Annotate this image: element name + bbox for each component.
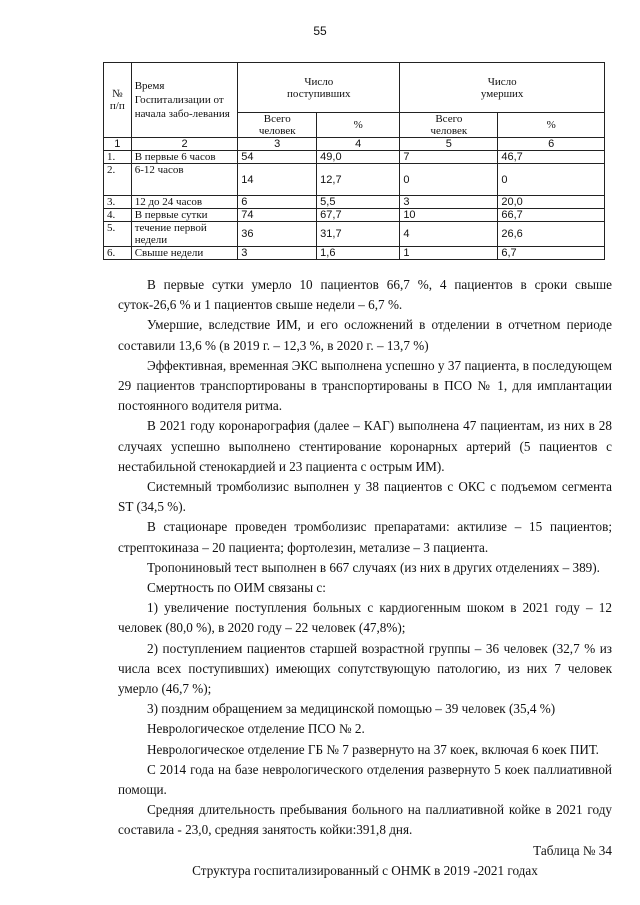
paragraph: В 2021 году коронарография (далее – КАГ) выполнена 47 пациентам, из них в 28 случаях успешно выполнено стентирование коронарных артерий (5 пациентов с нестабильной стенокардией и 23 пациента с острым ИМ). — [118, 418, 612, 474]
row-time: В первые 6 часов — [131, 151, 238, 164]
row-admitted-total: 54 — [238, 151, 317, 164]
row-admitted-total: 3 — [238, 247, 317, 260]
row-time: 12 до 24 часов — [131, 196, 238, 209]
row-died-total: 3 — [400, 196, 498, 209]
row-number: 3. — [104, 196, 132, 209]
header-time: Время Госпитализации от начала забо-левания — [131, 63, 238, 138]
paragraph: В первые сутки умерло 10 пациентов 66,7 %, 4 пациентов в сроки свыше суток-26,6 % и 1 пациентов свыше недели – 6,7 %. — [118, 277, 612, 313]
header-admitted: Число поступивших — [238, 63, 400, 113]
row-admitted-total: 36 — [238, 222, 317, 247]
row-admitted-percent: 67,7 — [317, 209, 400, 222]
page-number: 55 — [313, 24, 327, 38]
row-time: течение первой недели — [131, 222, 238, 247]
header-died-total: Всего человек — [400, 113, 498, 138]
header-died-percent: % — [498, 113, 605, 138]
row-died-total: 4 — [400, 222, 498, 247]
table-row — [104, 151, 605, 164]
hospitalization-table — [103, 62, 605, 260]
paragraph: 1) увеличение поступления больных с кардиогенным шоком в 2021 году – 12 человек (80,0 %), в 2020 году – 22 человек (47,8%); — [118, 600, 612, 636]
row-admitted-percent: 31,7 — [317, 222, 400, 247]
paragraph: Тропониновый тест выполнен в 667 случаях (из них в других отделениях – 389). — [147, 559, 600, 575]
row-died-percent: 0 — [498, 164, 605, 196]
row-number: 1. — [104, 151, 132, 164]
row-admitted-percent: 49,0 — [317, 151, 400, 164]
row-number: 6. — [104, 247, 132, 260]
column-number: 6 — [498, 138, 605, 151]
header-admitted-percent: % — [317, 113, 400, 138]
paragraph: Смертность по ОИМ связаны с: — [147, 580, 326, 596]
table-title: Структура госпитализированный с ОНМК в 2019 -2021 годах — [192, 862, 538, 878]
row-died-percent: 6,7 — [498, 247, 605, 260]
row-time: В первые сутки — [131, 209, 238, 222]
body-text — [118, 275, 612, 881]
row-time: 6-12 часов — [131, 164, 238, 196]
table-label: Таблица № 34 — [533, 842, 612, 858]
row-admitted-percent: 1,6 — [317, 247, 400, 260]
column-number: 4 — [317, 138, 400, 151]
paragraph: Умершие, вследствие ИМ, и его осложнений в отделении в отчетном периоде составили 13,6 % (в 2019 г. – 12,3 %, в 2020 г. – 13,7 %) — [118, 317, 612, 353]
paragraph: 2) поступлением пациентов старшей возрастной группы – 36 человек (32,7 % из числа всех поступивших) имеющих сопутствующую патологию, из них 7 человек умерло (46,7 %); — [118, 640, 612, 697]
table-row — [104, 209, 605, 222]
column-number-row — [104, 138, 605, 151]
row-died-percent: 66,7 — [498, 209, 605, 222]
row-died-percent: 46,7 — [498, 151, 605, 164]
row-admitted-percent: 5,5 — [317, 196, 400, 209]
row-number: 4. — [104, 209, 132, 222]
row-died-total: 10 — [400, 209, 498, 222]
paragraph: 3) поздним обращением за медицинской помощью – 39 человек (35,4 %) — [147, 701, 556, 717]
row-admitted-total: 6 — [238, 196, 317, 209]
row-admitted-total: 14 — [238, 164, 317, 196]
row-time: Свыше недели — [131, 247, 238, 260]
table-row — [104, 222, 605, 247]
paragraph: С 2014 года на базе неврологического отделения развернуто 5 коек паллиативной помощи. — [118, 761, 612, 798]
paragraph: В стационаре проведен тромболизис препаратами: актилизе – 15 пациентов; стрептокиназа – 20 пациента; фортолезин, метализе – 3 пациента. — [118, 519, 612, 555]
row-admitted-percent: 12,7 — [317, 164, 400, 196]
paragraph: Средняя длительность пребывания больного на паллиативной койке в 2021 году составила - 23,0, средняя занятость койки:391,8 дня. — [118, 802, 612, 838]
row-died-percent: 26,6 — [498, 222, 605, 247]
column-number: 1 — [104, 138, 132, 151]
row-died-total: 7 — [400, 151, 498, 164]
row-admitted-total: 74 — [238, 209, 317, 222]
header-num: № п/п — [104, 63, 132, 138]
paragraph: Системный тромболизис выполнен у 38 пациентов с ОКС с подъемом сегмента ST (34,5 %). — [118, 479, 612, 515]
header-died: Число умерших — [400, 63, 605, 113]
header-admitted-total: Всего человек — [238, 113, 317, 138]
row-number: 5. — [104, 222, 132, 247]
table-row — [104, 247, 605, 260]
paragraph: Неврологическое отделение ГБ № 7 развернуто на 37 коек, включая 6 коек ПИТ. — [147, 741, 599, 757]
table-row — [104, 196, 605, 209]
paragraph: Неврологическое отделение ПСО № 2. — [147, 721, 365, 737]
column-number: 3 — [238, 138, 317, 151]
paragraph: Эффективная, временная ЭКС выполнена успешно у 37 пациента, в последующем 29 пациентов транспортированы в транспортированы в ПСО № 1, для имплантации постоянного водителя ритма. — [118, 357, 612, 414]
column-number: 2 — [131, 138, 238, 151]
column-number: 5 — [400, 138, 498, 151]
table-row — [104, 164, 605, 196]
row-number: 2. — [104, 164, 132, 196]
row-died-total: 1 — [400, 247, 498, 260]
row-died-percent: 20,0 — [498, 196, 605, 209]
row-died-total: 0 — [400, 164, 498, 196]
